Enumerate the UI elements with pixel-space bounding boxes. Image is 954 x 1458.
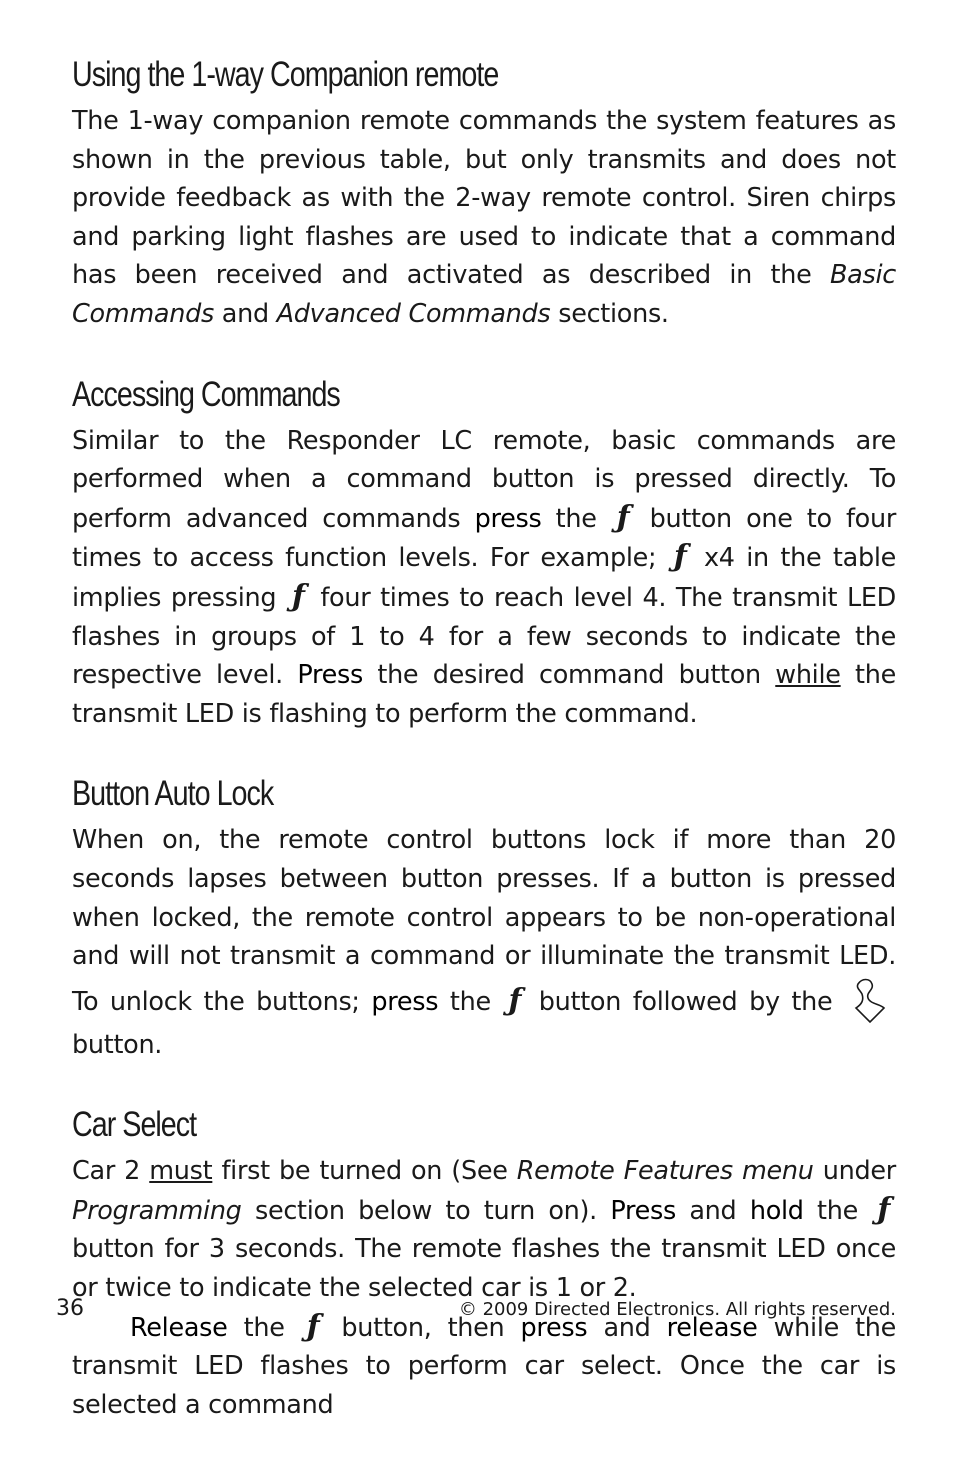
section-heading: Using the 1-way Companion remote <box>72 55 499 94</box>
keyword-press: Press <box>297 660 363 691</box>
body-text: Similar to the Responder LC remote, basic commands are performed when a command button is pressed directly. To perform advanced commands <box>72 425 896 534</box>
keyword-release: Release <box>130 1312 228 1343</box>
body-text: the desired command button <box>362 660 776 691</box>
reference-remote-features-menu: Remote Features menu <box>516 1156 814 1187</box>
section-accessing-commands <box>72 368 896 734</box>
body-text: while the transmit LED flashes to perform car select. Once the car is selected a command <box>72 1312 897 1420</box>
body-text: and <box>675 1195 750 1226</box>
emphasis-while: while <box>775 660 841 691</box>
body-text: button. <box>72 1029 163 1060</box>
function-button-icon: ƒ <box>508 982 522 1018</box>
body-text: and <box>587 1312 667 1343</box>
copyright-notice: © 2009 Directed Electronics. All rights reserved. <box>458 1299 896 1320</box>
keyword-press: press <box>474 503 542 534</box>
body-text: button for 3 seconds. The remote flashes the transmit LED once or twice to indicate the selected car is 1 or 2. <box>72 1234 896 1304</box>
section-body <box>72 821 896 1064</box>
page-footer <box>56 1296 896 1324</box>
body-text: four times to reach level 4. The transmit LED flashes in groups of 1 to 4 for a few seconds to indicate the respective level. <box>72 582 897 691</box>
body-text: the transmit LED is flashing to perform the command. <box>72 660 896 729</box>
section-body <box>72 422 896 734</box>
function-button-icon: ƒ <box>616 499 630 535</box>
page-content <box>72 48 896 1458</box>
body-text: button one to four times to access function levels. For example; <box>72 503 897 574</box>
page-number: 36 <box>56 1296 84 1321</box>
section-body <box>72 102 896 334</box>
function-button-icon: ƒ <box>292 578 305 614</box>
keyword-press: press <box>520 1312 588 1343</box>
siren-icon <box>852 976 888 1026</box>
body-text: When on, the remote control buttons lock if more than 20 seconds lapses between button presses. If a button is pressed when locked, the remote control appears to be non-operational and will not transmit a command or illuminate the transmit LED. To unlock the buttons; <box>72 825 896 1017</box>
section-button-auto-lock <box>72 767 896 1064</box>
section-companion-remote <box>72 48 896 334</box>
body-text: first be turned on (See <box>212 1156 517 1187</box>
body-text: x4 in the table implies pressing <box>72 543 897 613</box>
section-body <box>72 1152 896 1307</box>
function-button-icon: ƒ <box>306 1308 320 1344</box>
keyword-press: press <box>371 986 439 1017</box>
function-button-icon: ƒ <box>877 1191 891 1227</box>
body-text: and <box>213 298 277 329</box>
reference-programming: Programming <box>72 1195 242 1226</box>
body-text: the <box>227 1312 301 1343</box>
body-text: the <box>438 986 503 1017</box>
section-body-continued <box>72 1308 896 1425</box>
section-heading: Button Auto Lock <box>72 774 274 814</box>
body-text: Car 2 <box>72 1156 150 1187</box>
section-heading: Accessing Commands <box>72 374 340 414</box>
body-text: button, then <box>325 1312 521 1343</box>
body-text: the <box>541 503 611 534</box>
reference-basic-commands: Basic Commands <box>72 260 896 329</box>
body-text: section below to turn on). <box>241 1195 611 1226</box>
function-button-icon: ƒ <box>673 539 687 575</box>
reference-advanced-commands: Advanced Commands <box>276 298 551 329</box>
body-text: the <box>803 1195 872 1226</box>
keyword-press: Press <box>610 1195 676 1226</box>
body-text: button followed by the <box>527 986 845 1017</box>
emphasis-must: must <box>149 1156 213 1187</box>
keyword-release: release <box>666 1312 758 1343</box>
section-heading: Car Select <box>72 1105 197 1145</box>
body-text: The 1-way companion remote commands the system features as shown in the previous table, but only transmits and does not provide feedback as with the 2-way remote control. Siren chirps and parking light flashes are used to indicate that a command has been received and activated as described in the <box>72 106 896 291</box>
body-text: under <box>813 1156 896 1187</box>
section-car-select <box>72 1098 896 1424</box>
body-text: sections. <box>550 298 669 329</box>
keyword-hold: hold <box>749 1195 804 1226</box>
